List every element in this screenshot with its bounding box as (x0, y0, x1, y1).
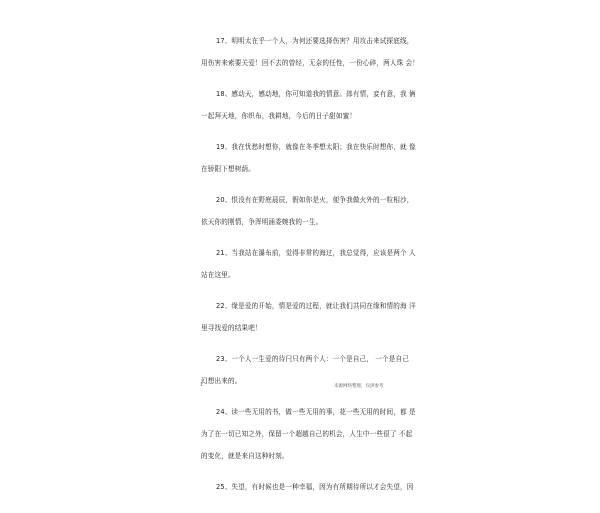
text-line: 24、读一些无用的书，做一些无用的事，花一些无用的时间，都 是 (216, 408, 416, 416)
text-line: 幻想出来的。 (201, 377, 242, 385)
page-footer (0, 383, 600, 393)
text-line: 19、我在忧愁时想你，就像在冬季想太阳；我在快乐时想你，就 像 (216, 143, 416, 151)
text-line: 21、当我站在瀑布前，觉得非常的海过，我总觉得，应该是两个 人 (216, 249, 416, 257)
text-line: 22、缘是爱的开始，情是爱的过程，就让我们共同在缘和情的海 洋 (216, 302, 416, 310)
text-line: 18、感动天，感动地，你可知道我的情意。郎有情，妾有意，我 俩 (216, 90, 416, 98)
text-line: 为了在一切已知之外，保留一个超越自己的机会，人生中一些很了 不起 (201, 430, 413, 438)
paragraph (201, 407, 421, 461)
text-line: 用伤害来索要关爱！回不去的曾经，无奈的任性，一份心碎，两人珠 会！ (201, 59, 420, 67)
paragraph (201, 142, 421, 174)
paragraph (201, 301, 421, 333)
text-line: 23、一个人一生爱的待闩只有两个人：一个是自己， 一个是自己 (216, 355, 410, 363)
paragraph (201, 482, 421, 492)
text-line: 25、失望，有时候也是一种幸福，因为有所期待所以才会失望，因 (216, 483, 414, 491)
paragraph (201, 248, 421, 280)
text-line: 17、明明太在乎一个人，为何还要选择伤害？用攻击来试探底线， (216, 37, 414, 45)
text-line: 在骄阳下想树荫。 (201, 165, 255, 173)
text-line: 依天你的刚情，争浑明涌委婉我的一生。 (201, 218, 323, 226)
text-line: 里寻找爱的结果吧！ (201, 324, 262, 332)
text-line: 的变化，就是来自这种时刻。 (201, 452, 289, 460)
paragraph (201, 89, 421, 121)
text-line: 站在这里。 (201, 271, 235, 279)
paragraph (201, 36, 421, 68)
text-line: 20、恨没有在野庭晨辰，假如你是火，便争我做火外的一粒相沙， (216, 196, 414, 204)
text-line: 一起拜天地，你织布，我耕地，今后的日子甜如蜜！ (201, 112, 357, 120)
document-body (201, 36, 421, 513)
footer-note: 来源网络整理，仅供参考 (334, 384, 384, 389)
paragraph (201, 195, 421, 227)
page-number: 1 (200, 383, 203, 388)
paragraph (201, 354, 421, 386)
